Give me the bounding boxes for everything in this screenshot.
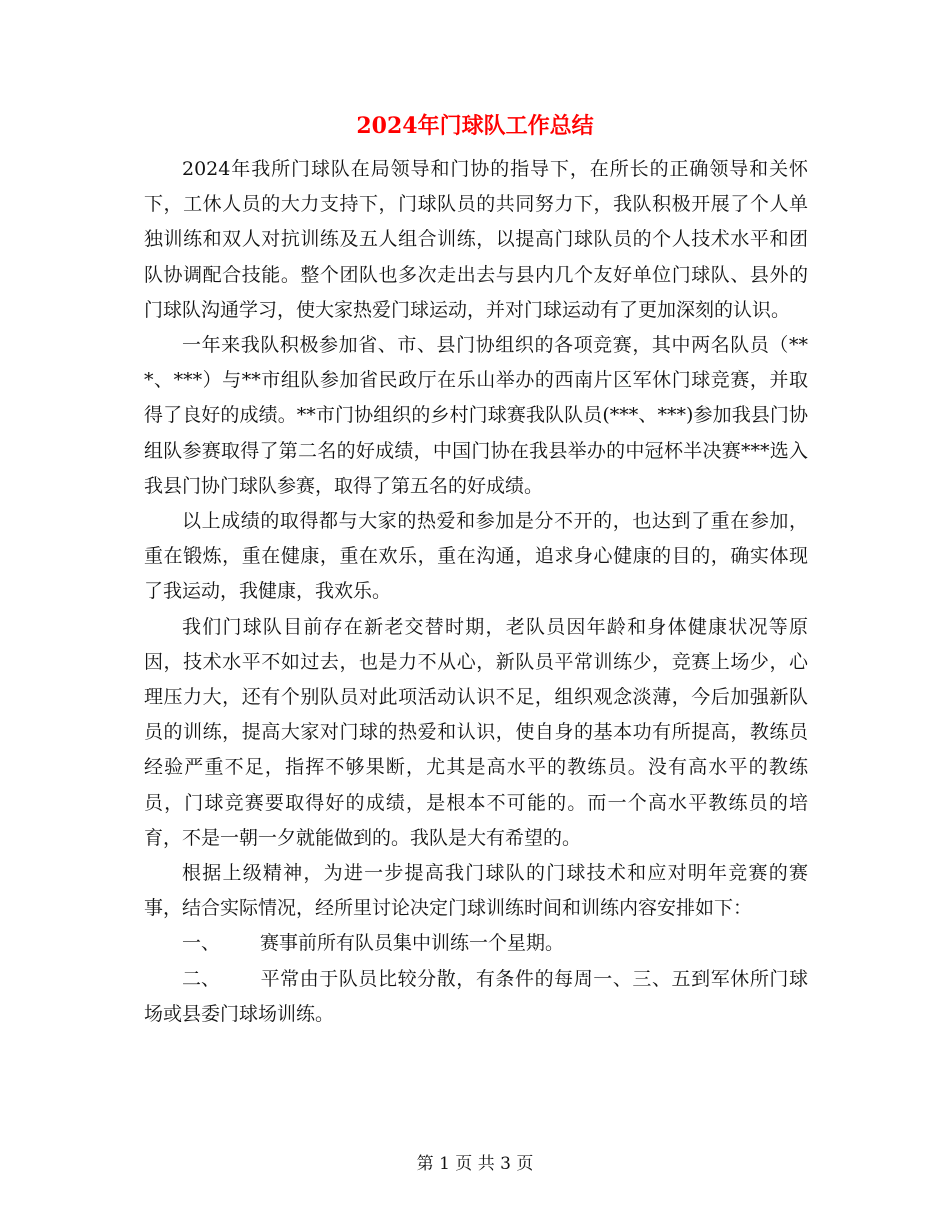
paragraph-4: 我们门球队目前存在新老交替时期，老队员因年龄和身体健康状况等原因，技术水平不如过去，也是力不从心，新队员平常训练少，竞赛上场少，心理压力大，还有个别队员对此项活动认识不足，组织观念淡薄，今后加强新队员的训练，提高大家对门球的热爱和认识，使自身的基本功有所提高，教练员经验严重不足，指挥不够果断，尤其是高水平的教练员。没有高水平的教练员，门球竞赛要取得好的成绩，是根本不可能的。而一个高水平教练员的培育，不是一朝一夕就能做到的。我队是大有希望的。 (144, 615, 808, 849)
document-body (144, 152, 808, 1032)
paragraph-2: 一年来我队积极参加省、市、县门协组织的各项竞赛，其中两名队员（***、***）与**市组队参加省民政厅在乐山举办的西南片区军休门球竞赛，并取得了良好的成绩。**市门协组织的乡村门球赛我队队员(***、***)参加我县门协组队参赛取得了第二名的好成绩，中国门协在我县举办的中冠杯半决赛***选入我县门协门球队参赛，取得了第五名的好成绩。 (144, 334, 808, 497)
list-marker-2: 二、 (182, 967, 221, 990)
list-text-1: 赛事前所有队员集中训练一个星期。 (260, 932, 565, 955)
list-item-1 (144, 926, 808, 961)
list-marker-1: 一、 (182, 932, 221, 955)
document-title: 2024年门球队工作总结 (356, 113, 594, 139)
paragraph-3: 以上成绩的取得都与大家的热爱和参加是分不开的，也达到了重在参加，重在锻炼，重在健康，重在欢乐，重在沟通，追求身心健康的目的，确实体现了我运动，我健康，我欢乐。 (144, 510, 808, 603)
list-item-2 (144, 962, 808, 1032)
list-text-2: 平常由于队员比较分散，有条件的每周一、三、五到军休所门球场或县委门球场训练。 (144, 967, 808, 1025)
page-footer: 第 1 页 共 3 页 (416, 1154, 534, 1174)
paragraph-5: 根据上级精神，为进一步提高我门球队的门球技术和应对明年竞赛的赛事，结合实际情况，经所里讨论决定门球训练时间和训练内容安排如下： (144, 862, 808, 920)
paragraph-1: 2024年我所门球队在局领导和门协的指导下，在所长的正确领导和关怀下，工休人员的大力支持下，门球队员的共同努力下，我队积极开展了个人单独训练和双人对抗训练及五人组合训练，以提高门球队员的个人技术水平和团队协调配合技能。整个团队也多次走出去与县内几个友好单位门球队、县外的门球队沟通学习，使大家热爱门球运动，并对门球运动有了更加深刻的认识。 (144, 158, 808, 321)
